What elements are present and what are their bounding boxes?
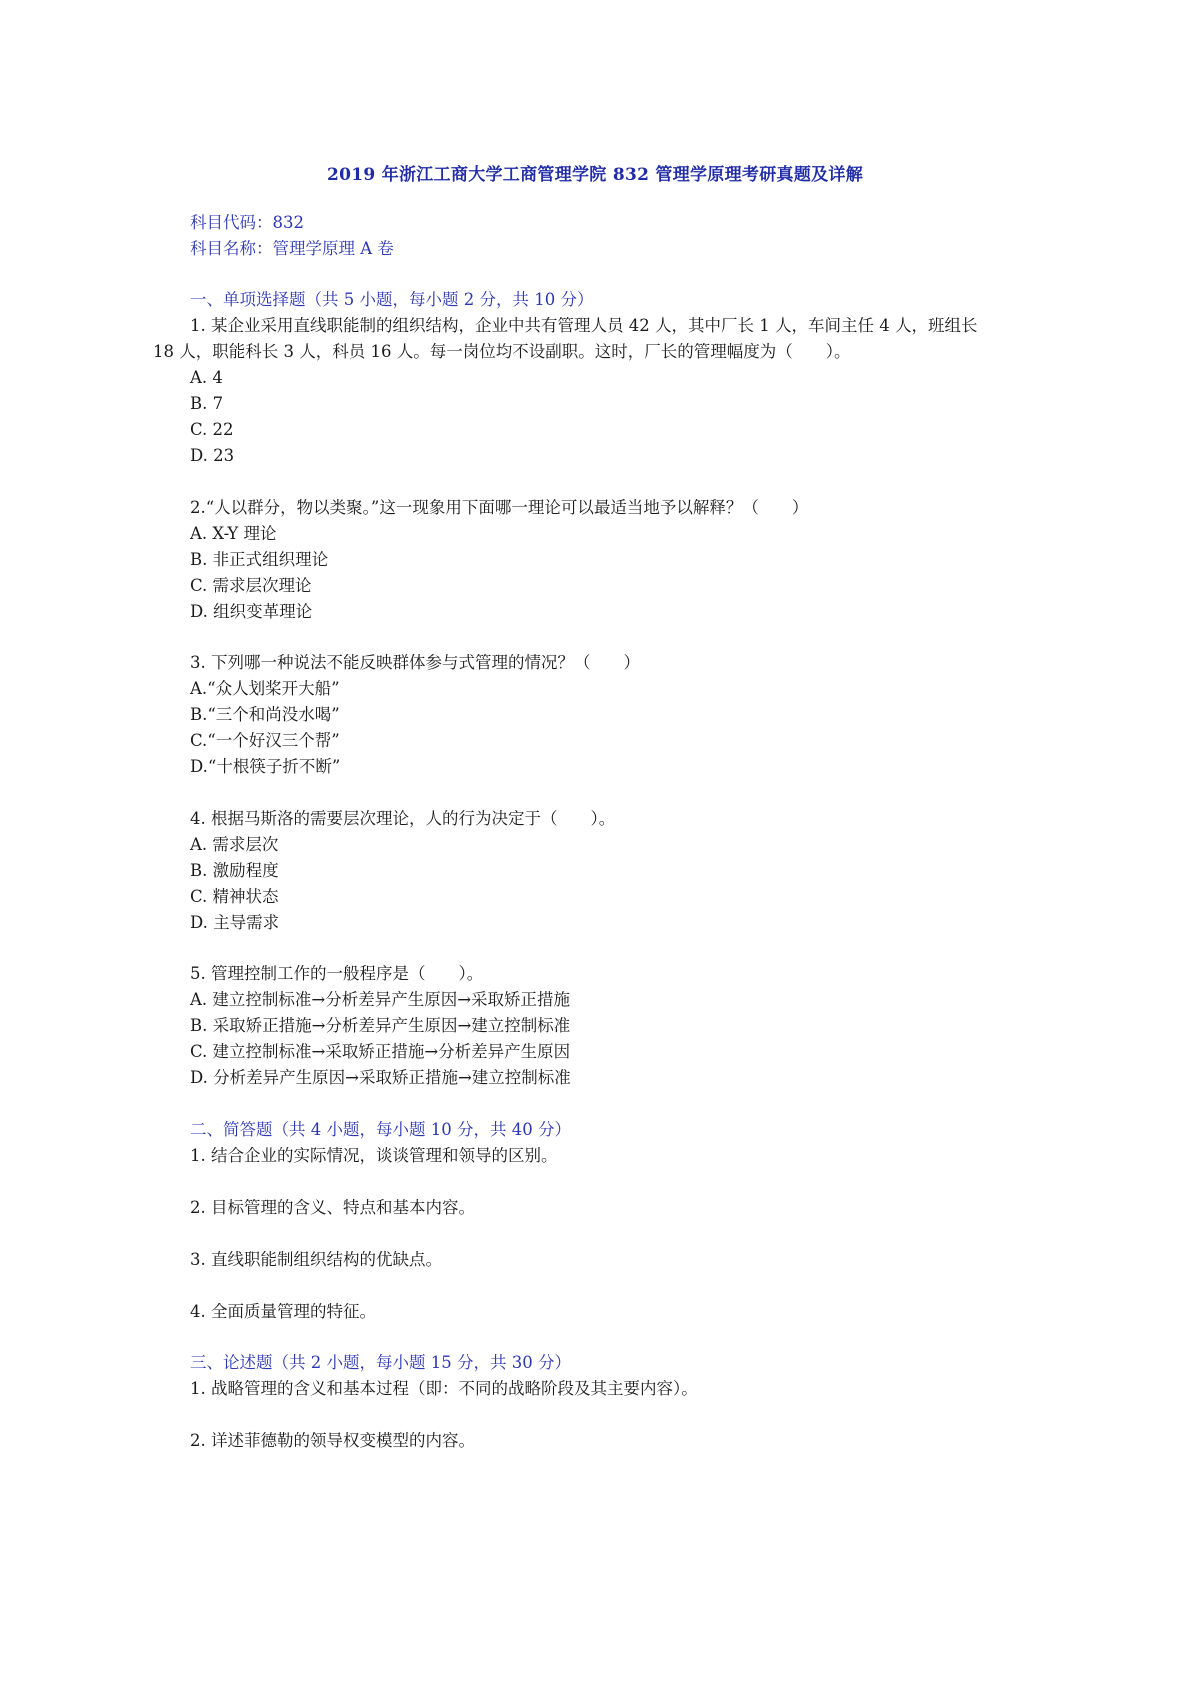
- q4-option: A. 需求层次: [190, 835, 279, 854]
- q4-option: C. 精神状态: [190, 887, 279, 906]
- q1-text-line1: 1. 某企业采用直线职能制的组织结构，企业中共有管理人员 42 人，其中厂长 1 人，车间主任 4 人，班组长: [190, 316, 978, 335]
- q5-option: D. 分析差异产生原因→采取矫正措施→建立控制标准: [190, 1068, 571, 1087]
- q1-text-line2: 18 人，职能科长 3 人，科员 16 人。每一岗位均不设副职。这时，厂长的管理幅度为（ ）。: [153, 342, 851, 361]
- q3-option: A.“众人划桨开大船”: [190, 679, 340, 698]
- q2-text: 2.“人以群分，物以类聚。”这一现象用下面哪一理论可以最适当地予以解释？（ ）: [190, 498, 809, 517]
- short-answer-question: 3. 直线职能制组织结构的优缺点。: [190, 1250, 442, 1269]
- subject-code: 科目代码：832: [190, 213, 304, 232]
- q3-text: 3. 下列哪一种说法不能反映群体参与式管理的情况？（ ）: [190, 653, 640, 672]
- q5-option: B. 采取矫正措施→分析差异产生原因→建立控制标准: [190, 1016, 571, 1035]
- q5-option: A. 建立控制标准→分析差异产生原因→采取矫正措施: [190, 990, 571, 1009]
- essay-question: 2. 详述菲德勒的领导权变模型的内容。: [190, 1431, 475, 1450]
- section1-heading: 一、单项选择题（共 5 小题，每小题 2 分，共 10 分）: [190, 290, 594, 309]
- short-answer-question: 4. 全面质量管理的特征。: [190, 1302, 376, 1321]
- subject-name: 科目名称：管理学原理 A 卷: [190, 239, 394, 258]
- q1-option: B. 7: [190, 394, 224, 413]
- section3-heading: 三、论述题（共 2 小题，每小题 15 分，共 30 分）: [190, 1353, 571, 1372]
- q5-option: C. 建立控制标准→采取矫正措施→分析差异产生原因: [190, 1042, 571, 1061]
- q2-option: C. 需求层次理论: [190, 576, 312, 595]
- q4-text: 4. 根据马斯洛的需要层次理论，人的行为决定于（ ）。: [190, 809, 616, 828]
- q3-option: C.“一个好汉三个帮”: [190, 731, 340, 750]
- short-answer-question: 1. 结合企业的实际情况，谈谈管理和领导的区别。: [190, 1146, 558, 1165]
- q3-option: B.“三个和尚没水喝”: [190, 705, 340, 724]
- q3-option: D.“十根筷子折不断”: [190, 757, 341, 776]
- section2-heading: 二、简答题（共 4 小题，每小题 10 分，共 40 分）: [190, 1120, 571, 1139]
- q1-option: D. 23: [190, 446, 235, 465]
- q4-option: B. 激励程度: [190, 861, 279, 880]
- q2-option: D. 组织变革理论: [190, 602, 313, 621]
- short-answer-question: 2. 目标管理的含义、特点和基本内容。: [190, 1198, 475, 1217]
- q2-option: A. X-Y 理论: [190, 524, 277, 543]
- q4-option: D. 主导需求: [190, 913, 280, 932]
- q2-option: B. 非正式组织理论: [190, 550, 329, 569]
- essay-question: 1. 战略管理的含义和基本过程（即：不同的战略阶段及其主要内容）。: [190, 1379, 698, 1398]
- q1-option: C. 22: [190, 420, 234, 439]
- q5-text: 5. 管理控制工作的一般程序是（ ）。: [190, 964, 484, 983]
- document-title: 2019 年浙江工商大学工商管理学院 832 管理学原理考研真题及详解: [326, 165, 864, 185]
- q1-option: A. 4: [190, 368, 223, 387]
